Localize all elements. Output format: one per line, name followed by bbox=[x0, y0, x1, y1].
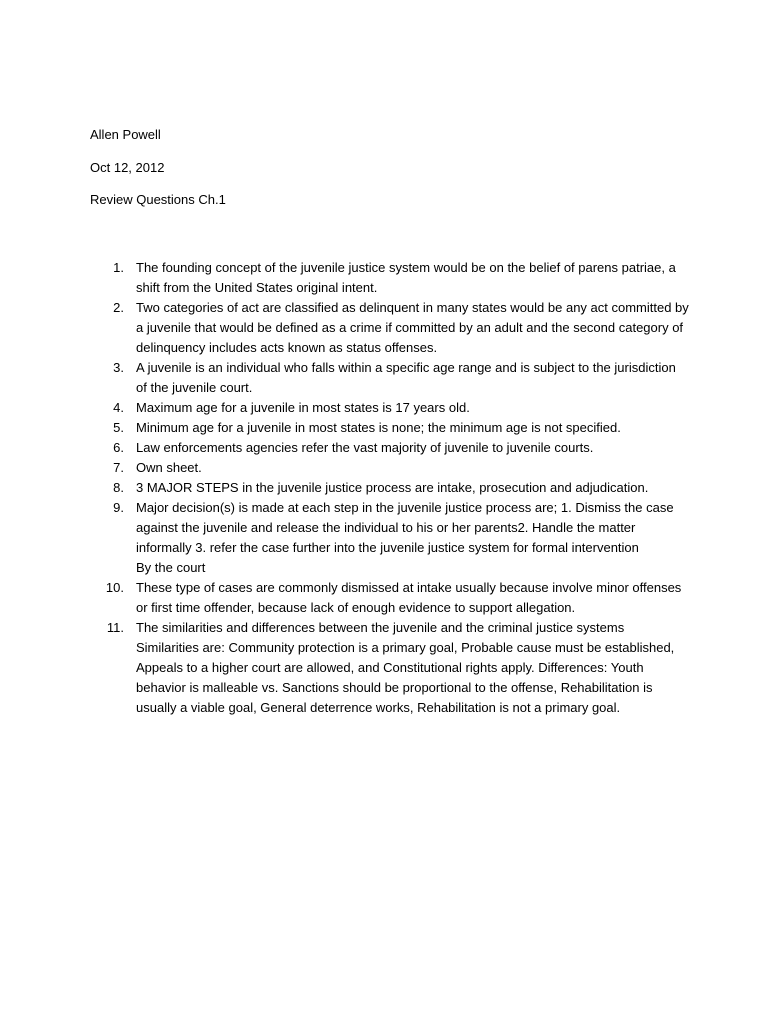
list-item bbox=[90, 258, 690, 298]
author-name: Allen Powell bbox=[90, 127, 161, 142]
list-item bbox=[90, 358, 690, 398]
document-subject: Review Questions Ch.1 bbox=[90, 192, 226, 207]
list-item bbox=[90, 618, 690, 718]
item-number: 10. bbox=[105, 580, 124, 595]
list-item bbox=[90, 418, 690, 438]
list-item bbox=[90, 478, 690, 498]
item-text: Minimum age for a juvenile in most states is none; the minimum age is not specified. bbox=[136, 420, 621, 435]
item-text: The founding concept of the juvenile justice system would be on the belief of parens patriae, a shift from the United States original intent. bbox=[136, 260, 676, 295]
item-number: 4. bbox=[113, 400, 124, 415]
item-text: A juvenile is an individual who falls within a specific age range and is subject to the jurisdiction of the juvenile court. bbox=[136, 360, 676, 395]
item-text: Law enforcements agencies refer the vast majority of juvenile to juvenile courts. bbox=[136, 440, 594, 455]
item-number: 9. bbox=[113, 500, 124, 515]
item-number: 3. bbox=[113, 360, 124, 375]
list-item bbox=[90, 578, 690, 618]
list-item bbox=[90, 498, 690, 578]
item-number: 6. bbox=[113, 440, 124, 455]
item-text: Major decision(s) is made at each step in the juvenile justice process are; 1. Dismiss the case against the juvenile and release the individual to his or her parents2. Handle the matter informally 3. refer the case further into the juvenile justice system for formal intervention By the court bbox=[136, 500, 674, 575]
item-text: 3 MAJOR STEPS in the juvenile justice process are intake, prosecution and adjudication. bbox=[136, 480, 649, 495]
item-text: Two categories of act are classified as delinquent in many states would be any act committed by a juvenile that would be defined as a crime if committed by an adult and the second category of delinquency includes acts known as status offenses. bbox=[136, 300, 689, 355]
item-text: Own sheet. bbox=[136, 460, 202, 475]
list-item bbox=[90, 458, 690, 478]
item-number: 7. bbox=[113, 460, 124, 475]
document-date: Oct 12, 2012 bbox=[90, 160, 165, 175]
item-number: 1. bbox=[113, 260, 124, 275]
item-number: 8. bbox=[113, 480, 124, 495]
item-text: Maximum age for a juvenile in most states is 17 years old. bbox=[136, 400, 470, 415]
list-item bbox=[90, 438, 690, 458]
answer-list bbox=[90, 258, 690, 718]
item-number: 5. bbox=[113, 420, 124, 435]
item-text: These type of cases are commonly dismissed at intake usually because involve minor offenses or first time offender, because lack of enough evidence to support allegation. bbox=[136, 580, 682, 615]
item-number: 11. bbox=[106, 620, 124, 635]
item-number: 2. bbox=[113, 300, 124, 315]
item-text: The similarities and differences between the juvenile and the criminal justice systems Similarities are: Community protection is a primary goal, Probable cause must be established, Appeals to a higher court are allowed, and Constitutional rights apply. Differences: Youth behavior is malleable vs. Sanctions should be proportional to the offense, Rehabilitation is usually a viable goal, General deterrence works, Rehabilitation is not a primary goal. bbox=[136, 620, 675, 715]
list-item bbox=[90, 298, 690, 358]
list-item bbox=[90, 398, 690, 418]
